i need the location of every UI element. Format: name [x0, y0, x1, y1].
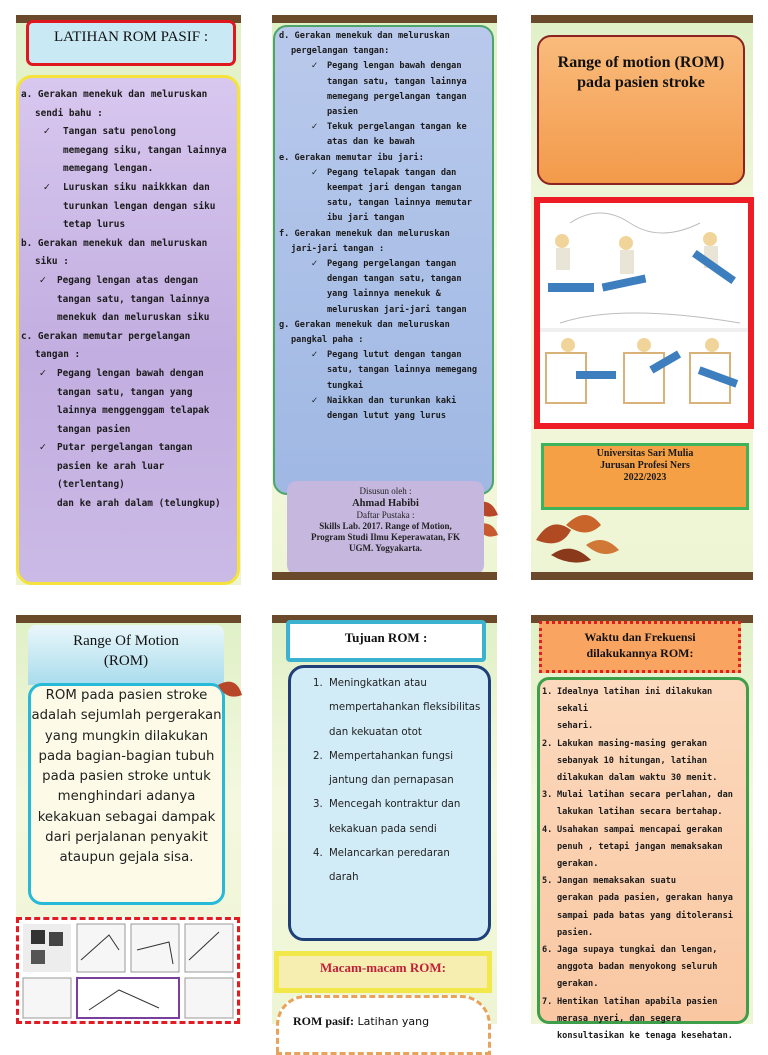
rom-exercise-illustration: [534, 197, 754, 429]
exercise-section: [279, 29, 488, 151]
tujuan-item-line: Mencegah kontraktur dan: [329, 799, 461, 811]
exercise-item-line: memegang siku, tangan lainnya: [63, 144, 227, 156]
exercise-item-line: memegang lengan.: [63, 163, 154, 175]
exercise-item-line: tetap lurus: [63, 219, 126, 231]
exercise-item: [279, 59, 488, 120]
exercise-section: [21, 328, 233, 514]
tujuan-item-line: Melancarkan peredaran: [329, 848, 450, 860]
academic-year: 2022/2023: [623, 472, 667, 483]
panel-latihan-rom-pasif: [16, 15, 241, 585]
tujuan-item-line: darah: [329, 872, 359, 884]
exercise-item-line: satu, tangan lainnya memegang: [327, 365, 478, 376]
cover-title-line: pada pasien stroke: [577, 74, 705, 91]
frekuensi-item-line: lakukan latihan secara bertahap.: [557, 807, 723, 818]
exercise-thumbnails-icon: [19, 920, 237, 1021]
definition-line: ROM pada pasien stroke: [45, 688, 208, 703]
check-icon: ✓: [311, 167, 319, 178]
university-name: Universitas Sari Mulia: [596, 448, 694, 459]
exercise-item: [21, 179, 233, 235]
frekuensi-item-line: Lakukan masing-masing gerakan: [557, 738, 708, 749]
panel-cover: [531, 15, 753, 580]
item-number: 1.: [313, 678, 323, 689]
exercise-item: [279, 120, 488, 150]
exercise-list-continued: [273, 25, 494, 495]
tujuan-item-line: dan kekuatan otot: [329, 726, 422, 738]
exercise-item-line: tangan satu, tangan lainnya: [57, 293, 210, 305]
check-icon: ✓: [311, 350, 319, 361]
item-number: 5.: [542, 876, 553, 887]
exercise-item: [279, 394, 488, 424]
definition-line: ataupun gejala sisa.: [59, 850, 194, 866]
cover-title: [537, 35, 745, 185]
panel-waktu-frekuensi: [531, 615, 753, 1042]
frekuensi-item-line: anggota badan menyokong seluruh: [557, 962, 718, 973]
cover-title-line: Range of motion (ROM): [557, 54, 725, 71]
section-heading-cont: siku :: [35, 256, 69, 268]
panel-title: LATIHAN ROM PASIF :: [26, 20, 236, 66]
check-icon: ✓: [311, 395, 319, 406]
frekuensi-item-line: Jangan memaksakan suatu: [557, 876, 676, 887]
section-heading: c. Gerakan memutar pergelangan: [21, 330, 191, 342]
tujuan-item-line: Mempertahankan fungsi: [329, 750, 454, 762]
tujuan-item: [295, 745, 484, 794]
frekuensi-item-line: sebanyak 10 hitungan, latihan: [557, 755, 708, 766]
exercise-item-line: ibu jari tangan: [327, 213, 405, 224]
credit-box: [287, 481, 484, 575]
definition-title-line: (ROM): [103, 653, 149, 669]
section-heading: g. Gerakan menekuk dan meluruskan: [279, 319, 450, 330]
reference-label: Daftar Pustaka :: [356, 510, 415, 520]
definition-line: yang mungkin dilakukan: [44, 728, 209, 744]
exercise-item-line: Pegang lengan bawah dengan: [327, 61, 462, 72]
exercise-item: [279, 348, 488, 394]
section-heading-cont: pangkal paha :: [291, 335, 364, 346]
exercise-item-line: Pegang telapak tangan dan: [327, 167, 457, 178]
tujuan-item-line: kekakuan pada sendi: [329, 823, 437, 835]
rom-pasif-text: Latihan yang: [354, 1015, 430, 1028]
exercise-item-line: memegang pergelangan tangan: [327, 91, 467, 102]
frekuensi-item-line: gerakan pada pasien, gerakan hanya: [557, 893, 733, 904]
section-heading-cont: pergelangan tangan:: [291, 46, 390, 57]
top-bar: [16, 615, 241, 623]
section-heading-cont: sendi bahu :: [35, 107, 103, 119]
frekuensi-item-line: Usahakan sampai mencapai gerakan: [557, 824, 723, 835]
author-label: Disusun oleh :: [359, 486, 412, 496]
exercise-item: [21, 123, 233, 179]
item-number: 2.: [313, 750, 323, 762]
exercise-section: [279, 151, 488, 227]
exercise-item-line: tangan satu, tangan yang: [57, 386, 193, 398]
item-number: 1.: [542, 687, 553, 697]
tujuan-item-line: Meningkatkan atau: [329, 678, 427, 689]
frekuensi-item-line: sampai pada batas yang ditoleransi: [557, 910, 733, 921]
exercise-section: [21, 86, 233, 235]
check-icon: ✓: [311, 259, 319, 270]
definition-body: [28, 683, 225, 905]
panel-definition: [16, 615, 241, 1024]
tujuan-list: [288, 665, 491, 941]
tujuan-ordered-list: [295, 672, 484, 891]
item-number: 2.: [542, 738, 553, 749]
waktu-title-line: dilakukannya ROM:: [586, 646, 694, 660]
waktu-title: [539, 621, 741, 673]
exercise-item-line: lainnya menggenggam telapak: [57, 405, 210, 417]
university-info: [541, 443, 749, 510]
frekuensi-item-line: Mulai latihan secara perlahan, dan: [557, 790, 733, 801]
check-icon: ✓: [311, 61, 319, 72]
item-number: 7.: [542, 996, 553, 1007]
autumn-leaves-icon: [531, 505, 621, 570]
author-name: Ahmad Habibi: [352, 498, 419, 509]
exercise-item-line: Pegang lengan atas dengan: [57, 274, 199, 286]
bottom-bar: [272, 572, 497, 580]
frekuensi-item-line: sehari.: [557, 721, 594, 732]
macam-rom-title: Macam-macam ROM:: [274, 951, 492, 993]
definition-line: menghindari adanya: [57, 789, 196, 805]
tujuan-item-line: mempertahankan fleksibilitas: [329, 702, 481, 714]
exercise-item-line: pasien ke arah luar (terlentang): [57, 460, 165, 491]
frekuensi-item-line: merasa nyeri, dan segera: [557, 1013, 682, 1024]
section-heading-cont: tangan :: [35, 349, 81, 361]
top-bar: [531, 15, 753, 23]
top-bar: [272, 15, 497, 23]
leaf-decoration-icon: [216, 655, 242, 725]
definition-title-line: Range Of Motion: [73, 633, 179, 649]
check-icon: ✓: [43, 126, 51, 138]
exercise-list: [16, 75, 240, 585]
frekuensi-item-line: Idealnya latihan ini dilakukan sekali: [557, 687, 713, 715]
reference-line: UGM. Yogyakarta.: [349, 543, 422, 553]
section-heading: a. Gerakan menekuk dan meluruskan: [21, 89, 208, 100]
exercise-item-line: tangan pasien: [57, 423, 131, 435]
exercise-item-line: Tangan satu penolong: [63, 126, 176, 138]
exercise-item-line: Putar pergelangan tangan: [57, 442, 193, 454]
tujuan-title: Tujuan ROM :: [286, 620, 486, 662]
item-number: 3.: [542, 790, 553, 801]
exercise-item-line: dengan lutut yang lurus: [327, 411, 446, 422]
frekuensi-item-line: gerakan.: [557, 979, 599, 990]
bottom-bar: [531, 572, 753, 580]
exercise-item-line: turunkan lengan dengan siku: [63, 200, 216, 212]
waktu-title-line: Waktu dan Frekuensi: [584, 630, 696, 644]
exercise-item-line: dengan tangan satu, tangan: [327, 274, 462, 285]
frekuensi-item-line: gerakan.: [557, 859, 599, 870]
exercise-item-line: meluruskan jari-jari tangan: [327, 304, 467, 315]
check-icon: ✓: [43, 181, 51, 193]
frekuensi-item-line: konsultasikan ke tenaga kesehatan.: [557, 1031, 733, 1042]
section-heading: b. Gerakan menekuk dan meluruskan: [21, 237, 208, 249]
exercise-item-line: Pegang lengan bawah dengan: [57, 367, 204, 379]
exercise-section: [279, 227, 488, 318]
exercise-item-line: Luruskan siku naikkkan dan: [63, 181, 210, 193]
frekuensi-item: [542, 822, 743, 874]
exercise-item-line: atas dan ke bawah: [327, 137, 415, 148]
rom-pasif-definition: [276, 995, 491, 1055]
exercise-item-line: tungkai: [327, 380, 364, 391]
frekuensi-item-line: Hentikan latihan apabila pasien: [557, 996, 718, 1007]
reference-line: Program Studi Ilmu Keperawatan, FK: [310, 532, 461, 542]
exercise-item-line: Naikkan dan turunkan kaki: [327, 395, 457, 406]
section-heading-cont: jari-jari tangan :: [291, 243, 385, 254]
item-number: 6.: [542, 945, 553, 956]
exercise-item-line: satu, tangan lainnya memutar: [327, 198, 472, 209]
exercise-item: [279, 166, 488, 227]
exercise-item-line: Pegang lutut dengan tangan: [327, 350, 462, 361]
exercise-item-line: Pegang pergelangan tangan: [327, 259, 457, 270]
frekuensi-item: [542, 736, 743, 788]
department-name: Jurusan Profesi Ners: [600, 460, 690, 471]
frekuensi-item: [542, 684, 743, 736]
exercise-item-line: menekuk dan meluruskan siku: [57, 312, 210, 324]
tujuan-item-line: jantung dan pernapasan: [329, 775, 454, 787]
tujuan-item: [295, 672, 484, 745]
definition-line: adalah sejumlah pergerakan: [31, 708, 222, 724]
exercise-item: [21, 272, 233, 328]
frekuensi-item-line: dilakukan dalam waktu 30 menit.: [557, 773, 718, 784]
check-icon: ✓: [39, 367, 47, 379]
rom-pasif-label: ROM pasif:: [293, 1014, 354, 1028]
exercise-section: [21, 235, 233, 328]
panel-tujuan: [272, 615, 497, 1028]
exercise-item-line: keempat jari dengan tangan: [327, 183, 462, 194]
exercise-item-line: yang lainnya menekuk &: [327, 289, 441, 300]
exercise-item-line: dan ke arah dalam (telungkup): [57, 498, 221, 510]
item-number: 3.: [313, 799, 323, 811]
item-number: 4.: [313, 848, 323, 860]
exercise-item-line: tangan satu, tangan lainnya: [327, 76, 467, 87]
exercise-item: [21, 439, 233, 513]
frekuensi-item-line: penuh , tetapi jangan memaksakan: [557, 841, 723, 852]
tujuan-item: [295, 842, 484, 891]
definition-title: [28, 625, 224, 685]
panel-latihan-lanjutan: [272, 15, 497, 580]
check-icon: ✓: [39, 442, 47, 454]
reference-line: Skills Lab. 2017. Range of Motion,: [319, 521, 452, 531]
definition-line: kekakuan sebagai dampak: [37, 809, 216, 825]
definition-line: pada bagian-bagian tubuh: [38, 748, 215, 764]
section-heading: e. Gerakan memutar ibu jari:: [279, 152, 424, 163]
definition-line: pada pasien stroke untuk: [42, 769, 211, 785]
frekuensi-item: [542, 994, 743, 1046]
exercise-item-line: pasien: [327, 107, 359, 118]
exercise-item: [21, 365, 233, 439]
frekuensi-item: [542, 942, 743, 994]
section-heading: d. Gerakan menekuk dan meluruskan: [279, 31, 450, 41]
check-icon: ✓: [39, 274, 47, 286]
frekuensi-item: [542, 787, 743, 821]
exercise-section: [279, 318, 488, 424]
exercise-item: [279, 257, 488, 318]
section-heading: f. Gerakan menekuk dan meluruskan: [279, 228, 450, 239]
check-icon: ✓: [311, 122, 319, 133]
frekuensi-item-line: pasien.: [557, 927, 594, 938]
exercise-photo-grid: [16, 917, 240, 1024]
frekuensi-item-line: Jaga supaya tungkai dan lengan,: [557, 945, 718, 956]
frekuensi-item: [542, 873, 743, 942]
tujuan-item: [295, 793, 484, 842]
exercise-item-line: Tekuk pergelangan tangan ke: [327, 122, 467, 133]
waktu-list: [537, 677, 749, 1042]
definition-line: dari perjalanan penyakit: [45, 830, 208, 846]
item-number: 4.: [542, 824, 553, 835]
exercise-figures-icon: [540, 203, 748, 423]
